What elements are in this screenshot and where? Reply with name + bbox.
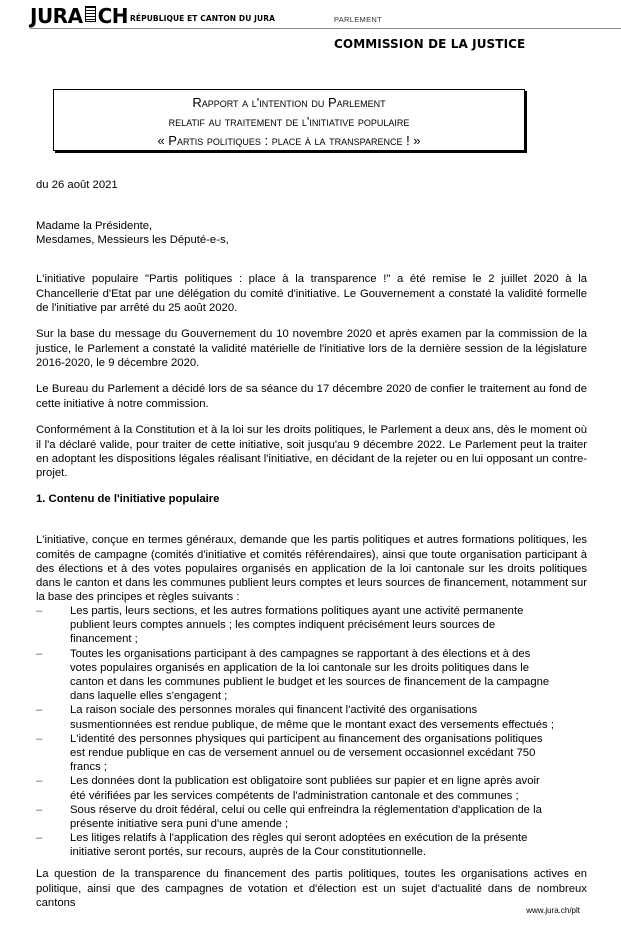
list-item: – Sous réserve du droit fédéral, celui ou celle qui enfreindra la réglementation d'application de la présente initiative sera puni d'une amende ; [36,803,556,831]
jura-flag-icon [85,6,96,22]
footer-url: www.jura.ch/plt [526,906,580,915]
list-item: – Toutes les organisations participant à des campagnes se rapportant à des élections et à des votes populaires organisés en application de la loi cantonale sur les droits politiques dans le canton et dans les communes publient le budget et les sources de financement de la campagne dans laquelle elles s'engagent ; [36,647,556,704]
report-date: du 26 août 2021 [36,179,118,191]
republic-label: RÉPUBLIQUE ET CANTON DU JURA [130,14,275,23]
logo-text-ch: CH [97,4,128,28]
salutation [36,219,587,247]
jura-logo [30,5,128,27]
department-label: PARLEMENT [334,15,382,24]
list-item: – L'identité des personnes physiques qui participent au financement des organisations politiques est rendue publique en cas de versement annuel ou de versement occasionnel excédant 750 francs ; [36,732,556,775]
report-title-box [53,89,525,151]
salutation-line-1: Madame la Présidente, [36,220,153,232]
section-heading: 1. Contenu de l'initiative populaire [36,493,220,505]
list-item: – Les litiges relatifs à l'application des règles qui seront adoptées en exécution de la présente initiative seront portés, sur recours, auprès de la Cour constitutionnelle. [36,831,556,859]
list-item: – Les données dont la publication est obligatoire sont publiées sur papier et en ligne après avoir été vérifiées par les services compétents de l'administration cantonale et des communes ; [36,774,556,802]
paragraph-1: L'initiative populaire "Partis politiques : place à la transparence !" a été remise le 2 juillet 2020 à la Chancellerie d'Etat par une délégation du comité d'initiative. Le Gouvernement a constaté la validité formelle de l'initiative par arrêté du 25 août 2020. [36,273,587,314]
paragraph-2: Sur la base du message du Gouvernement du 10 novembre 2020 et après examen par la commission de la justice, le Parlement a constaté la validité matérielle de l'initiative lors de la dernière session de la législature 2016-2020, le 9 décembre 2020. [36,328,587,369]
title-line-2: relatif au traitement de l'initiative populaire [168,114,410,129]
list-item: – Les partis, leurs sections, et les autres formations politiques ayant une activité permanente publient leurs comptes annuels ; les comptes indiquent précisément leurs sources de financement ; [36,604,556,647]
paragraph-3: Le Bureau du Parlement a décidé lors de sa séance du 17 décembre 2020 de confier le traitement au fond de cette initiative à notre commission. [36,383,587,410]
logo-text-jura: JURA [30,4,83,28]
header-divider [30,28,621,29]
list-item: – La raison sociale des personnes morales qui financent l'activité des organisations susmentionnées est rendue publique, de même que le montant exact des versements effectués ; [36,703,556,731]
principles-list [36,604,556,860]
title-line-1: Rapport a l'intention du Parlement [192,95,386,110]
closing-paragraph: La question de la transparence du financement des partis politiques, toutes les organisations actives en politique, ainsi que des campagnes de votation et d'élection est un sujet d'actualité dans de nombreux cantons [36,868,587,909]
paragraph-4: Conformément à la Constitution et à la loi sur les droits politiques, le Parlement a deux ans, dès le moment où il l'a déclaré valide, pour traiter de cette initiative, soit jusqu'au 9 décembre 2022. Le Parlement peut la traiter en adoptant les dispositions légales réalisant l'initiative, en décidant de la rejeter ou en lui opposant un contre-projet. [36,424,587,479]
title-line-3: « Partis politiques : place à la transparence ! » [157,133,421,148]
commission-title: COMMISSION DE LA JUSTICE [334,37,526,51]
section-intro: L'initiative, conçue en termes généraux, demande que les partis politiques et autres formations politiques, les comités de campagne (comités d'initiative et comités référendaires), ainsi que toute organisation participant à des élections et à des votes populaires organisés en application de la loi cantonale sur les droits politiques dans le canton et dans les communes publient leurs comptes et leurs sources de financement, notamment sur la base des principes et règles suivants : [36,534,587,604]
salutation-line-2: Mesdames, Messieurs les Député-e-s, [36,234,229,247]
